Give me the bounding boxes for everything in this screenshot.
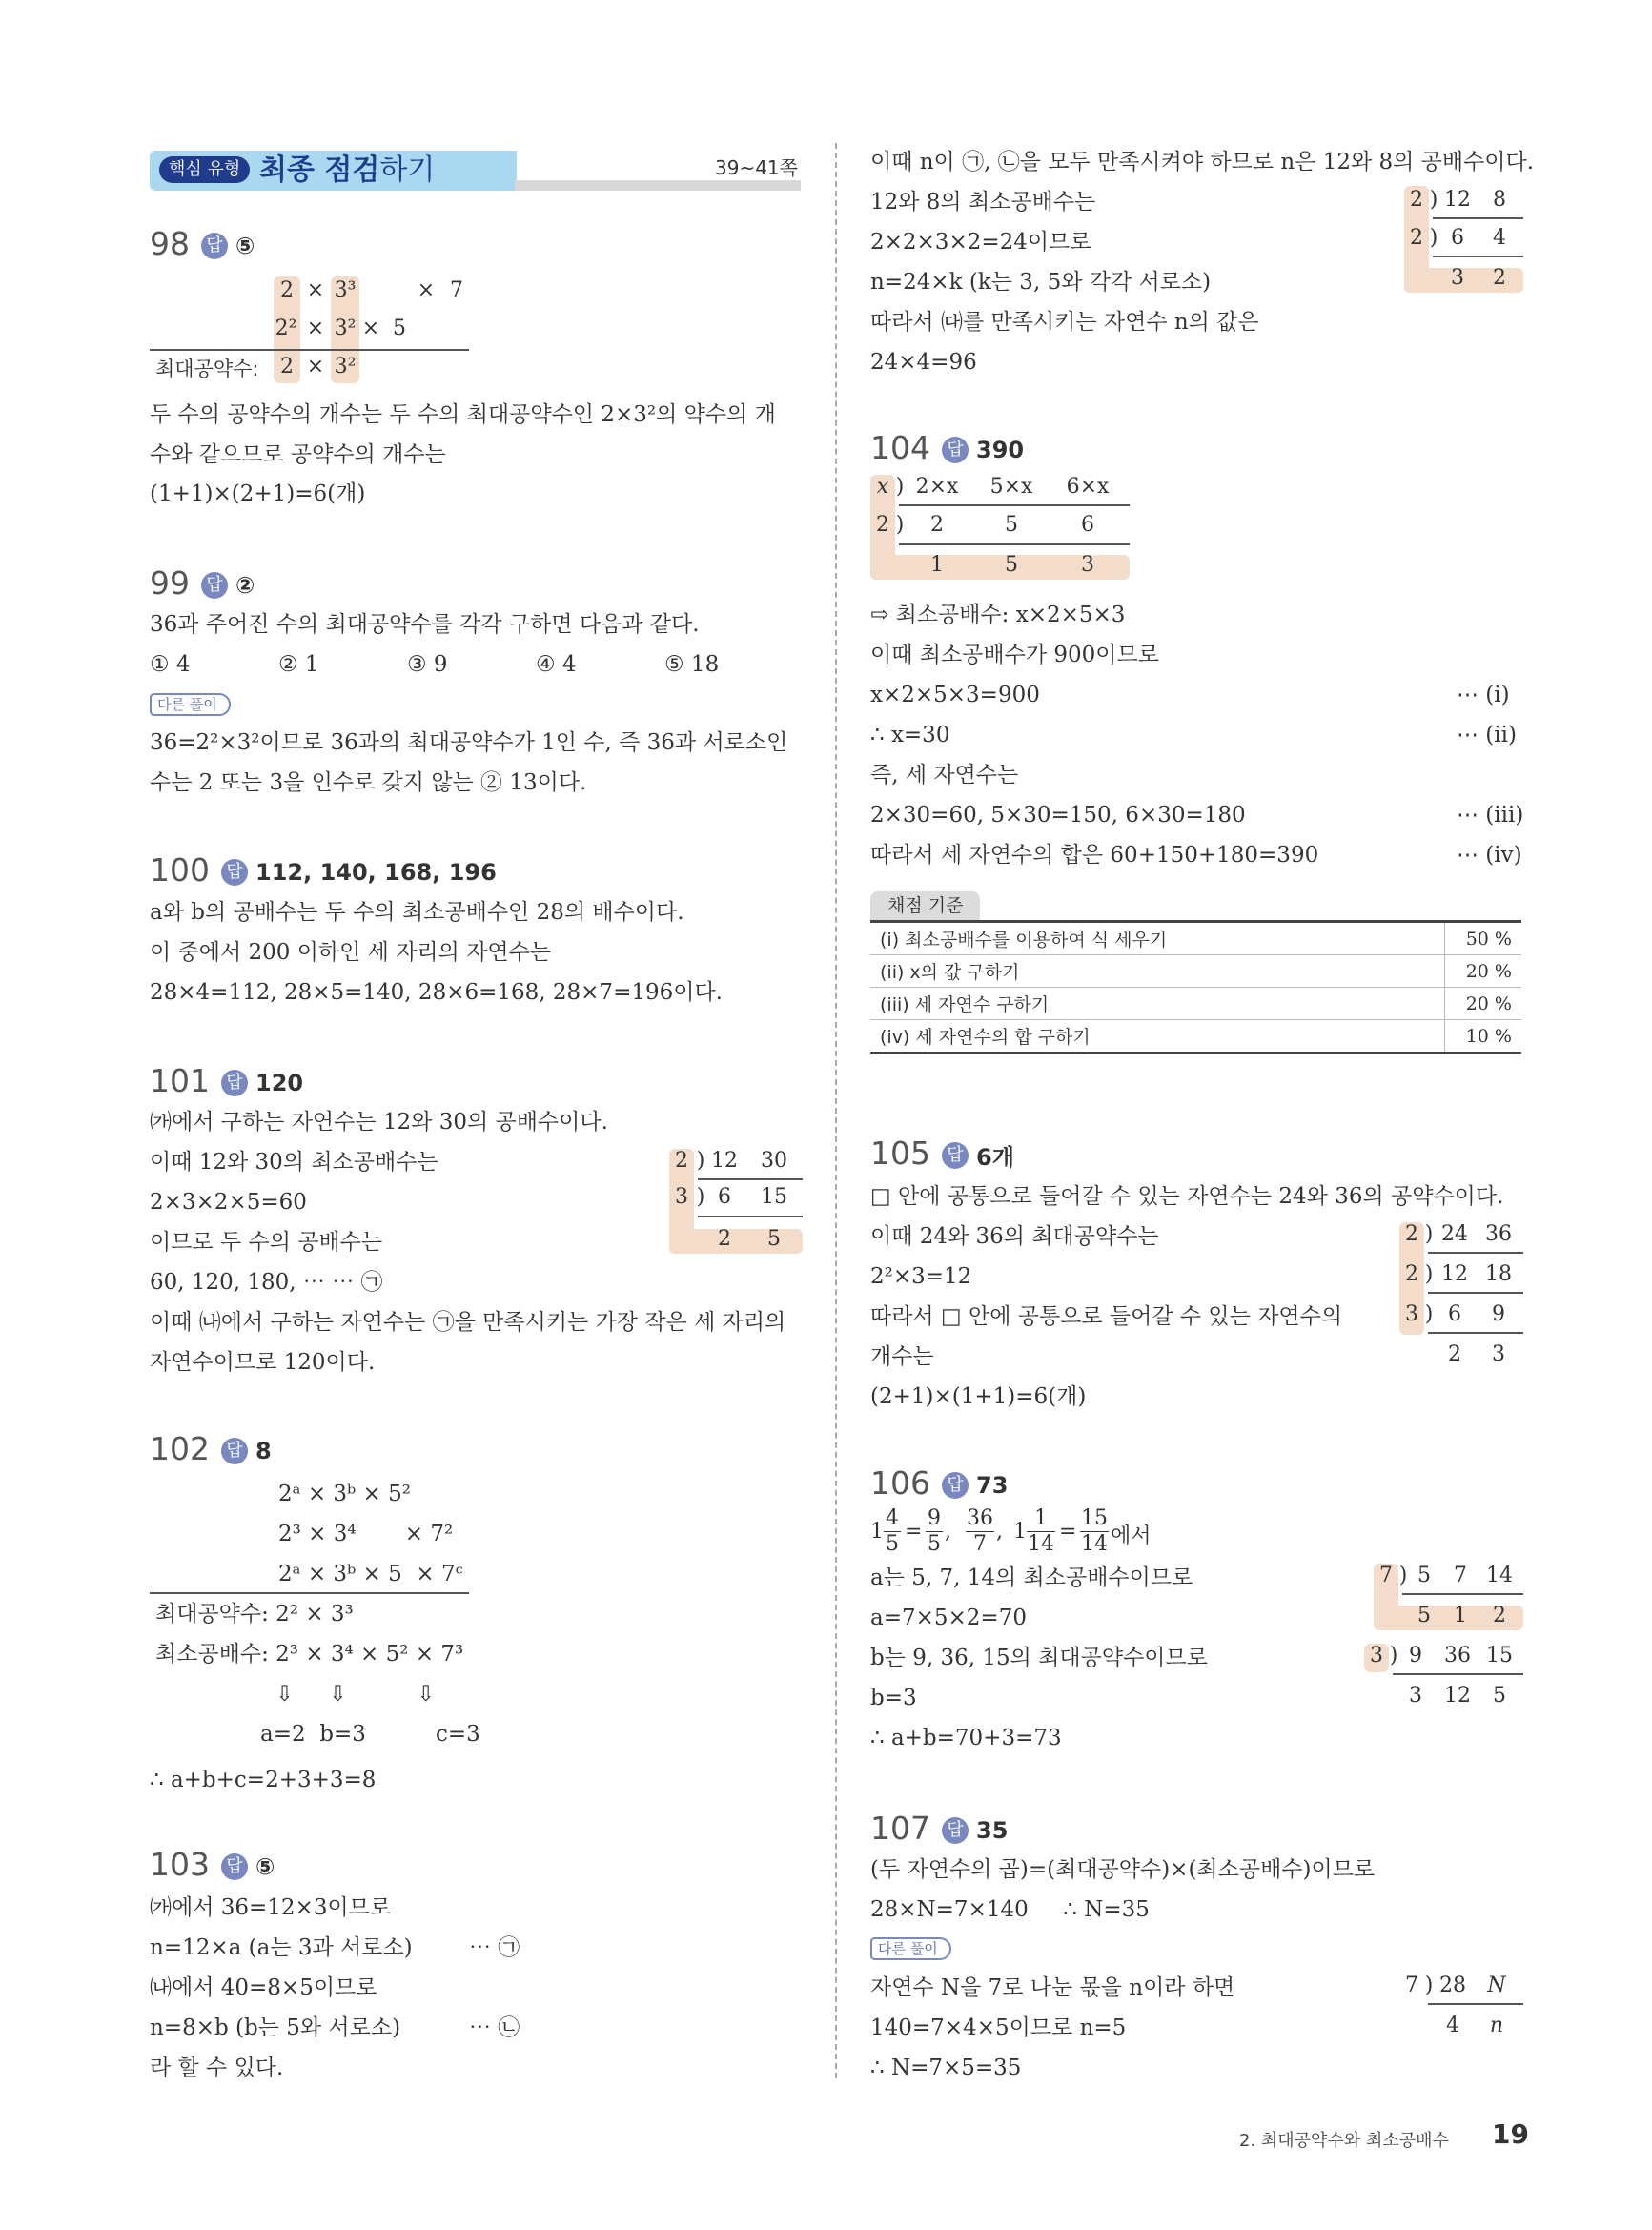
text-line: 2²×3=12 xyxy=(870,1264,972,1289)
factor: × xyxy=(417,278,436,302)
text-line: 이때 24와 36의 최대공약수는 xyxy=(870,1224,1159,1249)
gcd-row: 최대공약수: 2² × 3³ xyxy=(155,1602,354,1626)
text-line: 2×30=60, 5×30=150, 6×30=180 xyxy=(870,803,1246,828)
text-line: 자연수이므로 120이다. xyxy=(150,1350,376,1375)
score-table xyxy=(870,923,1521,1054)
text-line: b는 9, 36, 15의 최대공약수이므로 xyxy=(870,1646,1208,1670)
answer-badge-icon: 답 xyxy=(942,1142,969,1169)
text-line: 즉, 세 자연수는 xyxy=(870,763,1019,788)
problem-answer: 73 xyxy=(976,1471,1009,1499)
text-line: 이 중에서 200 이하인 세 자리의 자연수는 xyxy=(150,940,552,965)
choice: ⑤ 18 xyxy=(664,652,720,677)
header-title-rest: 하기 xyxy=(379,153,436,187)
header-badge: 핵심 유형 xyxy=(159,156,250,183)
factor: 2² xyxy=(275,317,297,340)
choice: ② 1 xyxy=(278,652,319,677)
problem-100-header xyxy=(150,851,497,889)
factor-row: 2³ × 3⁴ × 7² xyxy=(278,1522,454,1546)
text-mark: ⋯ (i) xyxy=(1457,683,1510,707)
problem-107-header xyxy=(870,1810,1008,1847)
footer-chapter: 2. 최대공약수와 최소공배수 xyxy=(1239,2131,1449,2151)
text-line: ∴ N=7×5=35 xyxy=(870,2056,1022,2080)
text-line: 36=2²×3²이므로 36과의 최대공약수가 1인 수, 즉 36과 서로소인 xyxy=(150,730,788,755)
answer-badge-icon: 답 xyxy=(942,1817,969,1844)
problem-answer: 8 xyxy=(255,1437,272,1464)
text-line: 28×4=112, 28×5=140, 28×6=168, 28×7=196이다. xyxy=(150,980,723,1005)
text-line: 이므로 두 수의 공배수는 xyxy=(150,1230,383,1255)
text-line: x×2×5×3=900 xyxy=(870,683,1040,707)
divider-line xyxy=(150,1592,469,1594)
division-ladder: 2 ) 24 36 2 ) 12 18 3 ) 6 9 2 3 xyxy=(1399,1222,1523,1375)
score-row: (iv) 세 자연수의 합 구하기 10 % xyxy=(870,1020,1521,1054)
problem-number: 104 xyxy=(870,429,930,466)
text-line: 2×3×2×5=60 xyxy=(150,1190,307,1215)
score-criteria-tab: 채점 기준 xyxy=(870,891,980,920)
problem-98-header xyxy=(150,225,255,262)
factor: × xyxy=(306,355,325,378)
factor: 2 xyxy=(280,278,294,302)
answer-badge-icon: 답 xyxy=(201,572,228,599)
problem-number: 102 xyxy=(150,1430,210,1467)
header-rule xyxy=(515,180,801,191)
division-ladder: 2 ) 12 30 3 ) 6 15 2 5 xyxy=(669,1149,803,1254)
text-mark: ⋯ (iii) xyxy=(1457,803,1524,828)
text-mark: ⋯ (iv) xyxy=(1457,843,1522,868)
problem-number: 100 xyxy=(150,851,210,889)
divider-line xyxy=(150,349,469,351)
text-line: n=12×a (a는 3과 서로소) xyxy=(150,1935,413,1960)
alt-solution-tag: 다른 풀이 xyxy=(150,693,231,716)
text-line: ∴ a+b+c=2+3+3=8 xyxy=(150,1768,377,1792)
problem-105-header xyxy=(870,1135,1014,1172)
text-line: 수는 2 또는 3을 인수로 갖지 않는 ② 13이다. xyxy=(150,770,587,795)
text-line: 28×N=7×140 ∴ N=35 xyxy=(870,1897,1150,1922)
problem-104-header xyxy=(870,429,1024,466)
text-line: ㈏에서 40=8×5이므로 xyxy=(150,1975,377,2000)
text-line: 라 할 수 있다. xyxy=(150,2056,284,2080)
header-title-bold: 최종 점검 xyxy=(259,153,380,187)
header-title xyxy=(259,153,435,189)
text-line: 개수는 xyxy=(870,1344,934,1369)
column-divider xyxy=(835,143,837,2078)
factor: 5 xyxy=(393,317,406,340)
text-line: a=7×5×2=70 xyxy=(870,1606,1027,1630)
gcd-label: 최대공약수: xyxy=(155,358,259,380)
problem-number: 98 xyxy=(150,225,190,262)
factor: 3² xyxy=(334,317,357,340)
choice: ③ 9 xyxy=(407,652,448,677)
division-ladder: x ) 2×x 5×x 6×x 2 ) 2 5 6 1 5 3 xyxy=(870,475,1130,580)
lcm-row: 최소공배수: 2³ × 3⁴ × 5² × 7³ xyxy=(155,1642,464,1667)
text-line: 따라서 □ 안에 공통으로 들어갈 수 있는 자연수의 xyxy=(870,1304,1343,1329)
score-row: (iii) 세 자연수 구하기 20 % xyxy=(870,988,1521,1020)
factor: 3² xyxy=(334,355,357,378)
text-line: 따라서 ㈐를 만족시키는 자연수 n의 값은 xyxy=(870,310,1259,335)
text-line: ∴ x=30 xyxy=(870,723,950,747)
text-line: 이때 최소공배수가 900이므로 xyxy=(870,643,1159,667)
text-line: ∴ a+b=70+3=73 xyxy=(870,1726,1062,1750)
text-line: a는 5, 7, 14의 최소공배수이므로 xyxy=(870,1565,1193,1590)
text-line: 2×2×3×2=24이므로 xyxy=(870,230,1091,255)
text-line: 24×4=96 xyxy=(870,350,977,375)
factor-row: 2ᵃ × 3ᵇ × 5² xyxy=(278,1482,411,1506)
text-line: ⇨ 최소공배수: x×2×5×3 xyxy=(870,603,1126,627)
header-pages: 39~41쪽 xyxy=(715,156,798,179)
factor: 3³ xyxy=(334,278,357,302)
text-line: 이때 ㈏에서 구하는 자연수는 ㉠을 만족시키는 가장 작은 세 자리의 xyxy=(150,1310,786,1335)
problem-103-header xyxy=(150,1846,275,1883)
problem-answer: ② xyxy=(235,571,255,599)
score-row: (ii) x의 값 구하기 20 % xyxy=(870,955,1521,988)
text-line: 따라서 세 자연수의 합은 60+150+180=390 xyxy=(870,843,1319,868)
problem-102-header xyxy=(150,1430,272,1467)
problem-number: 106 xyxy=(870,1464,930,1502)
text-line: □ 안에 공통으로 들어갈 수 있는 자연수는 24와 36의 공약수이다. xyxy=(870,1184,1504,1209)
answer-badge-icon: 답 xyxy=(221,1438,248,1464)
text-line: ㈎에서 36=12×3이므로 xyxy=(150,1895,392,1920)
text-line: (두 자연수의 곱)=(최대공약수)×(최소공배수)이므로 xyxy=(870,1857,1376,1882)
text-line: 이때 n이 ㉠, ㉡을 모두 만족시켜야 하므로 n은 12와 8의 공배수이다. xyxy=(870,150,1535,174)
answer-badge-icon: 답 xyxy=(221,1070,248,1096)
problem-99-header xyxy=(150,564,255,602)
text-line: 자연수 N을 7로 나눈 몫을 n이라 하면 xyxy=(870,1975,1235,2000)
text-line: n=24×k (k는 3, 5와 각각 서로소) xyxy=(870,270,1212,295)
text-line: 140=7×4×5이므로 n=5 xyxy=(870,2015,1127,2040)
text-line: a와 b의 공배수는 두 수의 최소공배수인 28의 배수이다. xyxy=(150,900,684,925)
problem-number: 107 xyxy=(870,1810,930,1847)
problem-106-header xyxy=(870,1464,1008,1502)
problem-101-header xyxy=(150,1062,303,1099)
problem-number: 105 xyxy=(870,1135,930,1172)
factor: × xyxy=(361,317,380,340)
problem-answer: ⑤ xyxy=(235,232,255,259)
text-line: 12와 8의 최소공배수는 xyxy=(870,190,1096,215)
factor: 2 xyxy=(280,355,294,378)
page-number: 19 xyxy=(1492,2118,1529,2150)
factor-row: 2ᵃ × 3ᵇ × 5 × 7ᶜ xyxy=(278,1562,463,1586)
answer-badge-icon: 답 xyxy=(201,233,228,259)
answer-badge-icon: 답 xyxy=(942,1472,969,1499)
text-line: 36과 주어진 수의 최대공약수를 각각 구하면 다음과 같다. xyxy=(150,612,700,637)
problem-number: 103 xyxy=(150,1846,210,1883)
text-line: b=3 xyxy=(870,1686,917,1710)
text-line: 두 수의 공약수의 개수는 두 수의 최대공약수인 2×3²의 약수의 개 xyxy=(150,402,776,427)
alt-solution-tag: 다른 풀이 xyxy=(870,1937,951,1960)
problem-answer: 120 xyxy=(255,1069,304,1096)
value-row: a=2 b=3 c=3 xyxy=(260,1722,480,1747)
text-mark: ⋯ ㉡ xyxy=(469,2015,520,2040)
text-line: ㈎에서 구하는 자연수는 12와 30의 공배수이다. xyxy=(150,1110,608,1135)
score-row: (i) 최소공배수를 이용하여 식 세우기 50 % xyxy=(870,923,1521,955)
answer-badge-icon: 답 xyxy=(221,1853,248,1880)
text-line: 수와 같으므로 공약수의 개수는 xyxy=(150,442,446,467)
text-mark: ⋯ (ii) xyxy=(1457,723,1517,747)
text-line: 60, 120, 180, ⋯ ⋯ ㉠ xyxy=(150,1270,383,1295)
division-ladder: 3 ) 9 36 15 3 12 5 xyxy=(1364,1644,1523,1715)
arrow-row: ⇩ ⇩ ⇩ xyxy=(275,1682,436,1707)
problem-answer: 6개 xyxy=(976,1144,1014,1171)
problem-number: 99 xyxy=(150,564,190,602)
problem-answer: 390 xyxy=(976,436,1025,463)
division-ladder: 7 ) 5 7 14 5 1 2 xyxy=(1374,1564,1523,1630)
choice: ① 4 xyxy=(150,652,191,677)
text-mark: ⋯ ㉠ xyxy=(469,1935,520,1960)
problem-number: 101 xyxy=(150,1062,210,1099)
text-line: (2+1)×(1+1)=6(개) xyxy=(870,1384,1087,1409)
factor: × xyxy=(306,317,325,340)
factor: 7 xyxy=(450,278,463,302)
choice: ④ 4 xyxy=(536,652,577,677)
text-line: (1+1)×(2+1)=6(개) xyxy=(150,481,366,506)
division-ladder: 7 ) 28 N 4 n xyxy=(1399,1974,1523,2045)
problem-answer: 35 xyxy=(976,1816,1009,1844)
problem-answer: ⑤ xyxy=(255,1852,275,1880)
answer-badge-icon: 답 xyxy=(942,437,969,463)
division-ladder: 2 ) 12 8 2 ) 6 4 3 2 xyxy=(1404,186,1523,293)
text-line: 이때 12와 30의 최소공배수는 xyxy=(150,1150,438,1175)
problem-answer: 112, 140, 168, 196 xyxy=(255,858,497,886)
factor: × xyxy=(306,278,325,302)
text-line: n=8×b (b는 5와 서로소) xyxy=(150,2015,401,2040)
answer-badge-icon: 답 xyxy=(221,859,248,886)
